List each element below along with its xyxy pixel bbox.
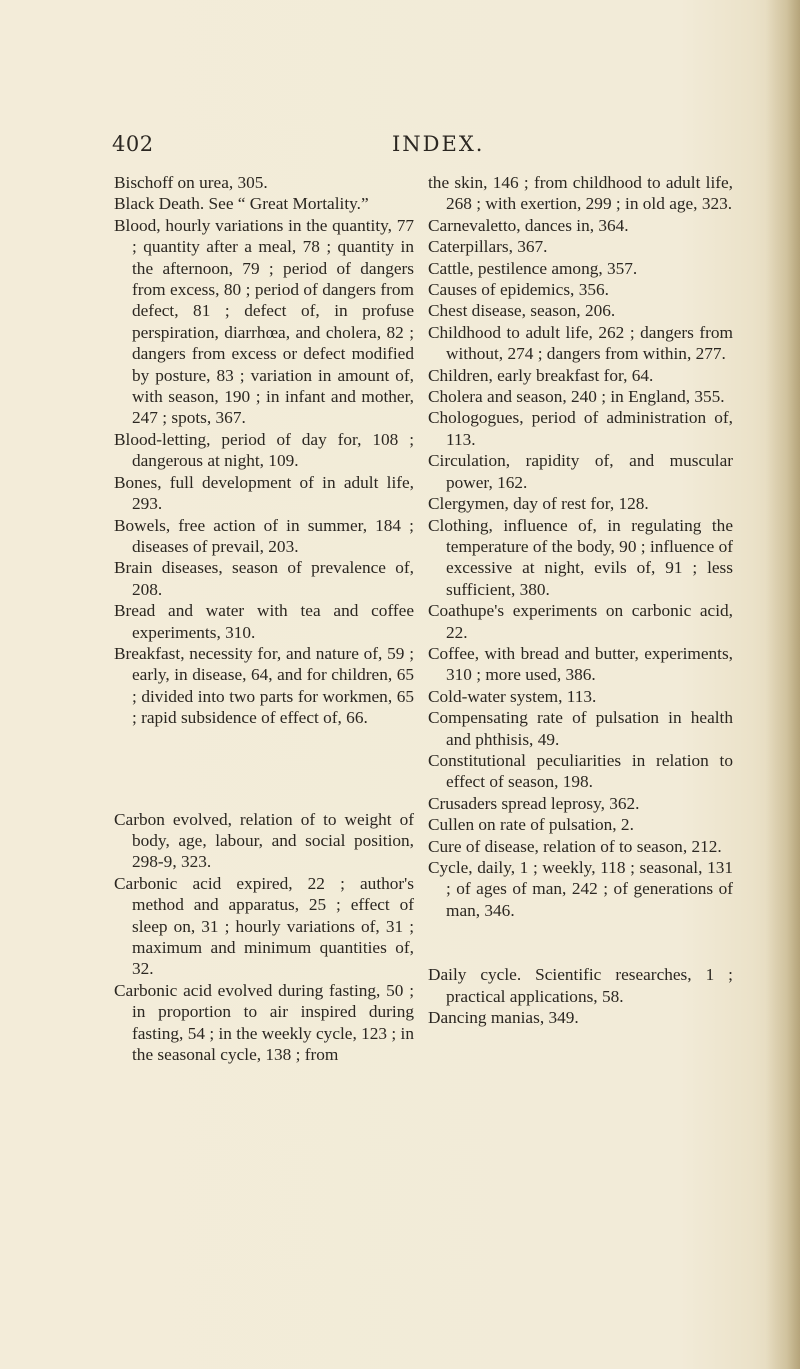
index-entry: Bowels, free action of in summer, 184 ; diseases of prevail, 203. — [114, 515, 414, 556]
index-entry: Blood-letting, period of day for, 108 ; dangerous at night, 109. — [114, 429, 414, 471]
index-entry: Bread and water with tea and coffee experiments, 310. — [114, 601, 414, 642]
index-entry: Causes of epidemics, 356. — [428, 280, 609, 300]
index-entry: Children, early breakfast for, 64. — [428, 365, 654, 385]
index-entry: Clothing, influence of, in regulating the temperature of the body, 90 ; influence of excessive at night, evils of, 91 ; less sufficient, 380. — [428, 515, 733, 599]
index-entry: Chest disease, season, 206. — [428, 301, 616, 321]
index-column-right — [428, 172, 733, 1028]
index-entry: Cold-water system, 113. — [428, 686, 597, 706]
index-entry: the skin, 146 ; from childhood to adult life, 268 ; with exertion, 299 ; in old age, 323. — [428, 173, 733, 214]
index-entry: Cattle, pestilence among, 357. — [428, 258, 638, 278]
index-entry: Chologogues, period of administration of, 113. — [428, 408, 733, 449]
index-entry: Clergymen, day of rest for, 128. — [428, 494, 649, 514]
index-entry: Bischoff on urea, 305. — [114, 173, 268, 192]
index-entry: Carbonic acid expired, 22 ; author's method and apparatus, 25 ; effect of sleep on, 31 ; hourly variations of, 31 ; maximum and minimum quantities of, 32. — [114, 873, 414, 979]
index-entry: Constitutional peculiarities in relation to effect of season, 198. — [428, 750, 733, 792]
index-entry: Circulation, rapidity of, and muscular power, 162. — [428, 451, 733, 492]
index-entry: Blood, hourly variations in the quantity, 77 ; quantity after a meal, 78 ; quantity in the afternoon, 79 ; period of dangers from excess, 80 ; period of dangers from defect, 81 ; defect of, in profuse perspiration, diarrhœa, and cholera, 82 ; dangers from excess or defect modified by posture, 83 ; variation in amount of, with season, 190 ; in infant and mother, 247 ; spots, 367. — [114, 215, 414, 428]
running-title: INDEX. — [392, 132, 485, 156]
index-entry: Crusaders spread leprosy, 362. — [428, 793, 640, 813]
index-entry: Compensating rate of pulsation in health and phthisis, 49. — [428, 708, 733, 749]
index-entry: Black Death. See “ Great Mortality.” — [114, 194, 369, 214]
index-entry: Cholera and season, 240 ; in England, 355. — [428, 387, 725, 407]
index-entry: Cullen on rate of pulsation, 2. — [428, 815, 634, 835]
section-gap — [114, 729, 414, 809]
index-entry: Daily cycle. Scientific researches, 1 ; practical applications, 58. — [428, 965, 733, 1006]
index-entry: Carnevaletto, dances in, 364. — [428, 215, 629, 235]
section-gap — [428, 921, 733, 964]
index-entry: Breakfast, necessity for, and nature of, 59 ; early, in disease, 64, and for children, 65 ; divided into two parts for workmen, 65 ; rapid subsidence of effect of, 66. — [114, 643, 414, 728]
index-entry: Coffee, with bread and butter, experiments, 310 ; more used, 386. — [428, 643, 733, 685]
index-entry: Bones, full development of in adult life, 293. — [114, 472, 414, 514]
page-edge-shadow — [766, 0, 800, 1369]
page-number: 402 — [112, 132, 154, 156]
index-entry: Dancing manias, 349. — [428, 1008, 579, 1028]
index-entry: Cycle, daily, 1 ; weekly, 118 ; seasonal, 131 ; of ages of man, 242 ; of generations of man, 346. — [428, 858, 733, 920]
index-entry: Childhood to adult life, 262 ; dangers from without, 274 ; dangers from within, 277. — [428, 322, 733, 364]
index-column-left — [114, 172, 414, 1065]
index-entry: Cure of disease, relation of to season, 212. — [428, 836, 722, 856]
index-entry: Coathupe's experiments on carbonic acid, 22. — [428, 601, 733, 642]
index-entry: Carbonic acid evolved during fasting, 50 ; in proportion to air inspired during fasting, 54 ; in the weekly cycle, 123 ; in the seasonal cycle, 138 ; from — [114, 980, 414, 1065]
index-entry: Carbon evolved, relation of to weight of body, age, labour, and social position, 298-9, 323. — [114, 809, 414, 872]
index-entry: Brain diseases, season of prevalence of, 208. — [114, 558, 414, 599]
index-entry: Caterpillars, 367. — [428, 237, 548, 257]
page-header — [0, 132, 800, 162]
